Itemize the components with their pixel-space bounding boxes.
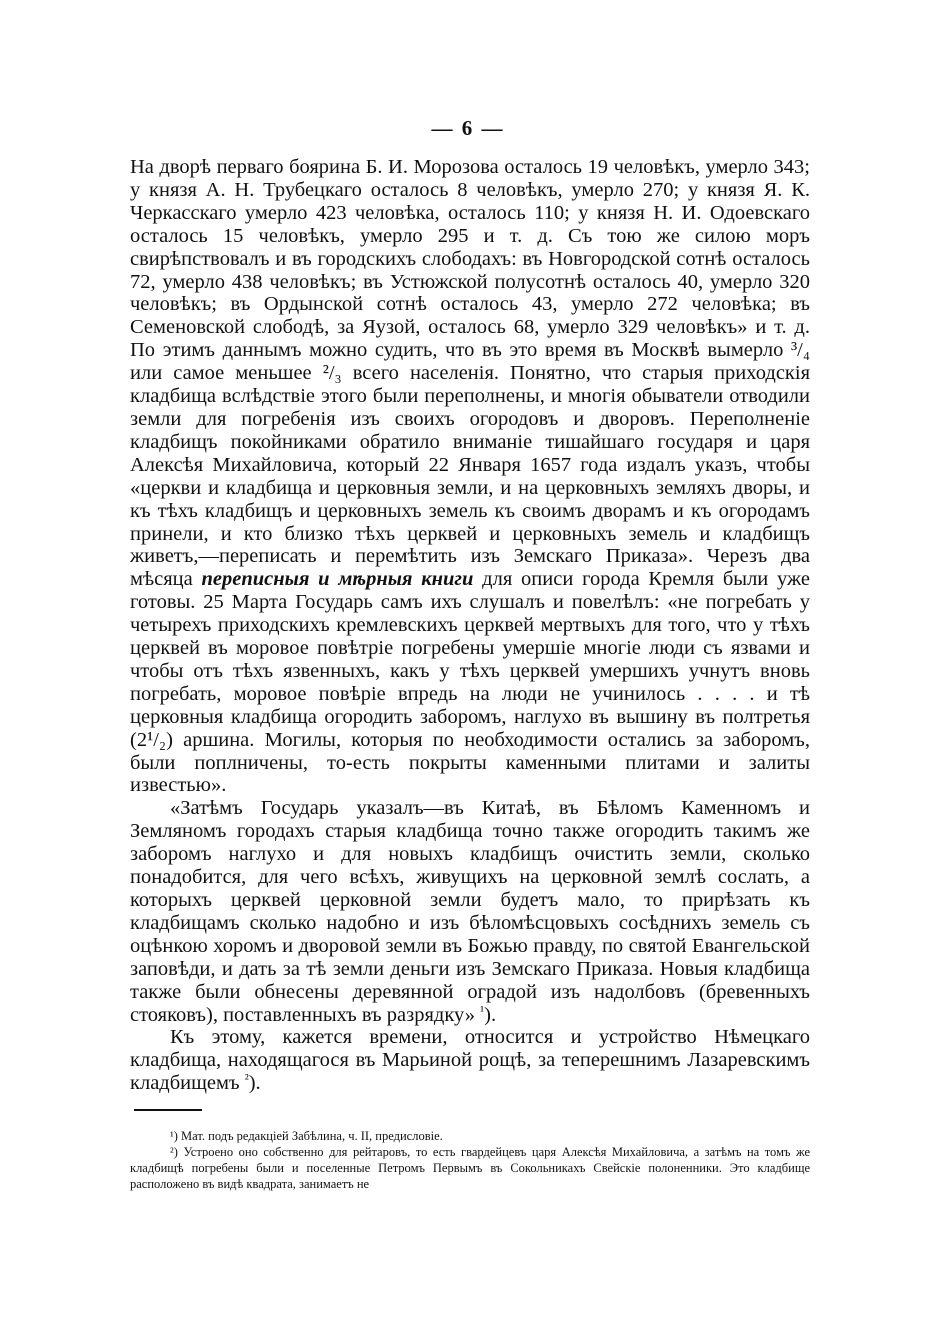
footnote-2 — [130, 1144, 810, 1192]
footnote-1-mark: ¹) — [170, 1129, 178, 1143]
paragraph-2-end: ). — [484, 1003, 497, 1026]
paragraph-2-text: «Затѣмъ Государь указалъ—въ Китаѣ, въ Бѣломъ Каменномъ и Земляномъ городахъ старыя кладбища точно также огородить такимъ же заборомъ наглухо и для новыхъ кладбищъ очистить земли, сколько понадобится, для чего всѣхъ, живущихъ на церковной землѣ сослать, а которыхъ церквей церковной земли будетъ мало, то прирѣзать къ кладбищамъ сколько надобно и изъ бѣломѣсцовыхъ сосѣднихъ земель съ оцѣнкою хоромъ и дворовой земли въ Божью правду, по святой Евангельской заповѣди, и дать за тѣ земли деньги изъ Земскаго Приказа. Новыя кладбища также были обнесены деревянной оградой изъ надолбовъ (бревенныхъ стояковъ), поставленныхъ въ разрядку» — [130, 797, 810, 1026]
footnote-divider — [134, 1109, 202, 1111]
paragraph-1-text-b: для описи города Кремля были уже готовы. 25 Марта Государь самъ ихъ слушалъ и повелѣлъ: «не погребать у четырехъ приходскихъ кремлевскихъ церквей мертвыхъ для того, что у тѣхъ церквей въ моровое повѣтріе погребены умершіе многіе люди съ язвами и чтобы отъ тѣхъ язвенныхъ, какъ у тѣхъ церквей умершихъ учнутъ вновь погребать, моровое повѣріе впредь на люди не учинилось . . . . и тѣ церковныя кладбища огородить заборомъ, наглухо въ вышину въ полтретья (2¹/₂) аршина. Могилы, которыя по необходимости остались за заборомъ, были поплничены, то-есть покрыты каменными плитами и залиты известью». — [130, 568, 811, 797]
body-text — [130, 156, 810, 1095]
page-number: — 6 — — [431, 116, 505, 140]
paragraph-3-end: ). — [248, 1072, 261, 1095]
footnote-ref-1: ¹ — [480, 1002, 485, 1018]
paragraph-1 — [130, 156, 810, 797]
paragraph-3 — [130, 1026, 810, 1095]
paragraph-2 — [130, 797, 810, 1026]
footnote-2-mark: ²) — [170, 1145, 178, 1159]
footnote-1-text: Мат. подъ редакціей Забѣлина, ч. II, предисловіе. — [177, 1129, 443, 1143]
footnote-ref-2: ² — [244, 1071, 249, 1087]
paragraph-3-text: Къ этому, кажется времени, относится и устройство Нѣмецкаго кладбища, находящагося въ Марьиной рощѣ, за теперешнимъ Лазаревскимъ кладбищемъ — [130, 1026, 810, 1095]
footnote-2-text: Устроено оно собственно для рейтаровъ, то есть гвардейцевъ царя Алексѣя Михайловича, а затѣмъ на томъ же кладбищѣ погребены были и поселенные Петромъ Первымъ въ Сокольникахъ Свейскіе полоненники. Это кладбище расположено въ видѣ квадрата, занимаетъ не — [130, 1145, 810, 1191]
footnotes — [130, 1128, 810, 1192]
footnote-1 — [130, 1128, 810, 1144]
paragraph-1-text-a: На дворѣ перваго боярина Б. И. Морозова осталось 19 человѣкъ, умерло 343; у князя А. Н. Трубецкаго осталось 8 человѣкъ, умерло 270; у князя Я. К. Черкасскаго умерло 423 человѣка, осталось 110; у князя Н. И. Одоевскаго осталось 15 человѣкъ, умерло 295 и т. д. Съ тою же силою моръ свирѣпствовалъ и въ городскихъ слободахъ: въ Новгородской сотнѣ осталось 72, умерло 438 человѣкъ; въ Устюжской полусотнѣ осталось 40, умерло 320 человѣкъ; въ Ордынской сотнѣ осталось 43, умерло 272 человѣка; въ Семеновской слободѣ, за Яузой, осталось 68, умерло 329 человѣкъ» и т. д. По этимъ даннымъ можно судить, что въ это время въ Москвѣ вымерло ³/₄ или самое меньшее ²/₃ всего населенія. Понятно, что старыя приходскія кладбища вслѣдствіе этого были переполнены, и многія обыватели отводили земли для погребенія изъ своихъ огородовъ и дворовъ. Переполненіе кладбищъ покойниками обратило вниманіе тишайшаго государя и царя Алексѣя Михайловича, который 22 Января 1657 года издалъ указъ, чтобы «церкви и кладбища и церковныя земли, и на церковныхъ земляхъ дворы, и къ тѣхъ кладбищъ и церковныхъ земель къ своимъ дворамъ и къ огородамъ принели, и кто близко тѣхъ церквей и церковныхъ земель и кладбищъ живетъ,—переписать и перемѣтить изъ Земскаго Приказа». Черезъ два мѣсяца — [130, 156, 810, 591]
paragraph-1-italic-phrase: переписныя и мѣрныя книги — [201, 568, 474, 591]
